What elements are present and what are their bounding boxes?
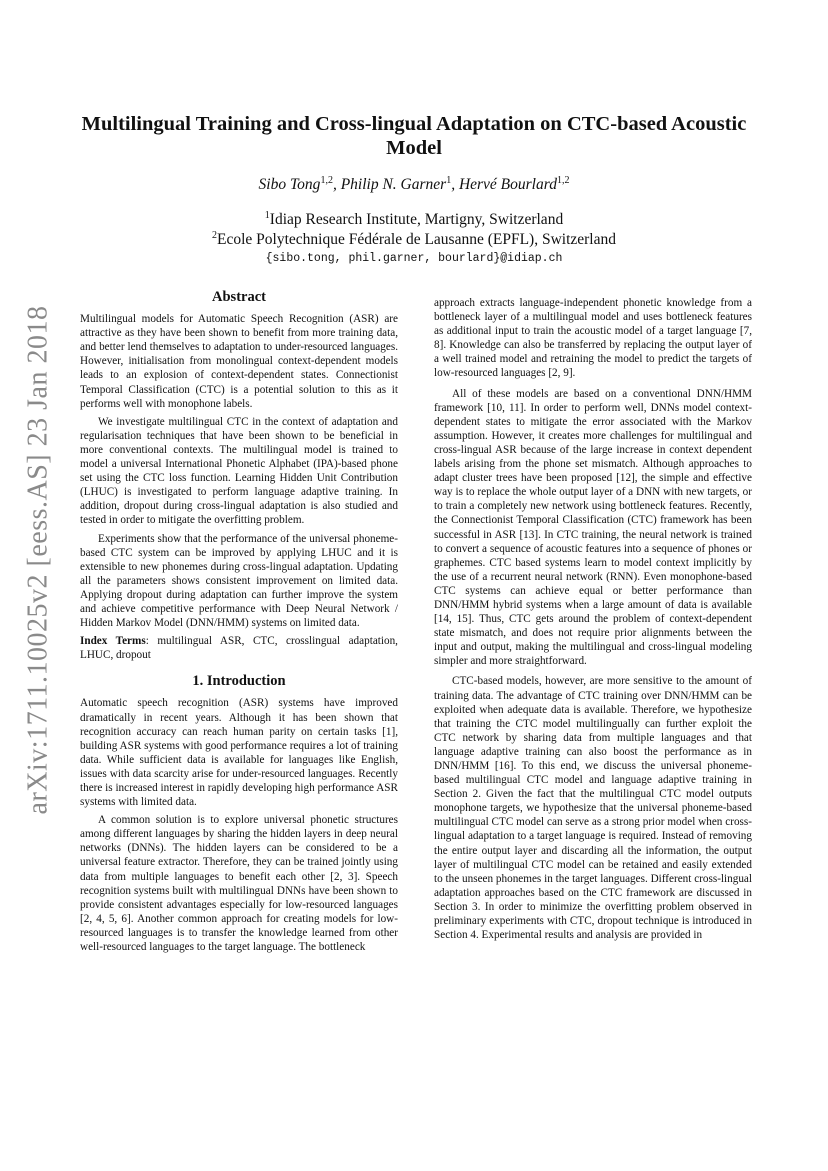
affiliation-mark: 1 [264,210,270,221]
section-heading-introduction: 1. Introduction [192,673,286,690]
body-paragraph: All of these models are based on a conventional DNN/HMM framework [10, 11]. In order to perform well, DNNs model context-dependent states to mitigate the error associated with the Markov assumption. However, it creates more challenges for multilingual and cross-lingual ASR because of the large increase in context dependent labels arising from the phone set mismatch. Although approaches to adapt cluster trees have been proposed [12], the simple and effective way is to replace the whole output layer of a DNN with new targets, or to train a completely new network using bottleneck features. Recently, the Connectionist Temporal Classification (CTC) framework has been successful in ASR [13]. In CTC training, the neural network is trained to convert a sequence of acoustic features into a sequence of phones or graphemes. CTC based systems learn to model context implicitly by the use of a recurrent neural network (RNN). Even monophone-based CTC systems can achieve equal or better performance than DNN/HMM hybrid systems when a large amount of data is available [14, 15]. Thus, CTC gets around the problem of context-dependent state mismatch, and does not require prior alignments between the input and output, making the multilingual and cross-lingual modeling simpler and more straightforward. [434,387,752,668]
author-list: Sibo Tong$^{1,2}$, Philip N. Garner$^1$, Hervé Bourlard$^{1,2}$ [258,175,570,194]
abstract-paragraph: Experiments show that the performance of the universal phoneme-based CTC system can be improved by applying LHUC and it is extensible to new phonemes during cross-lingual adaptation. Updating all the parameters shows consistent improvement on limited data. Applying dropout during adaptation can further improve the system and achieve competitive performance with Deep Neural Network / Hidden Markov Model (DNN/HMM) systems on limited data. [80,532,398,630]
index-terms-text: : multilingual ASR, CTC, crosslingual adaptation, LHUC, dropout [80,635,398,662]
arxiv-identifier-text: arXiv:1711.10025v2 [eess.AS] 23 Jan 2018 [22,305,53,815]
index-terms [80,634,398,662]
right-column [434,296,752,946]
author-name: Hervé Bourlard [458,176,557,194]
affiliation-text: Ecole Polytechnique Fédérale de Lausanne (EPFL), Switzerland [217,231,616,249]
arxiv-identifier-stamp [16,250,60,870]
author-name: Sibo Tong [258,176,321,194]
abstract-heading: Abstract [212,289,266,305]
affiliation [80,210,748,229]
index-terms-label: Index Terms [80,635,146,648]
author-emails: {sibo.tong, phil.garner, bourlard}@idiap.ch [265,252,563,265]
author-name: Philip N. Garner [340,176,447,194]
abstract-paragraph: We investigate multilingual CTC in the context of adaptation and regularisation techniques that have been shown to be beneficial in more conventional contexts. The multilingual model is trained to model a universal International Phonetic Alphabet (IPA)-based phone set using the CTC loss function. Learning Hidden Unit Contribution (LHUC) is investigated to perform language adaptive training. In addition, dropout during cross-lingual adaptation is also studied and tested in order to mitigate the overfitting problem. [80,415,398,527]
affiliation-mark: 2 [212,230,217,241]
affiliation [80,230,748,249]
body-paragraph: CTC-based models, however, are more sensitive to the amount of training data. The advantage of CTC training over DNN/HMM can be exploited when adequate data is available. Therefore, we hypothesize that training the CTC model multilingually can further exploit the CTC network by sharing data from multiple languages and that language adaptive training can also boost the performance as in DNN/HMM [16]. To this end, we discuss the universal phoneme-based multilingual CTC model and language adaptive training in Section 2. Given the fact that the multilingual CTC model outputs monophone targets, we hypothesize that the universal phoneme-based multilingual CTC model can serve as a strong prior model when cross-lingual adaptation to a target language is required. Instead of removing the entire output layer and discarding all the information, the output layer of multilingual CTC model can be retained and easily extended to the unseen phonemes in the target languages. Different cross-lingual adaptation approaches based on the CTC framework are discussed in Section 3. In order to minimize the overfitting problem observed in preliminary experiments with CTC, dropout technique is introduced in Section 4. Experimental results and analysis are provided in [434,675,752,942]
left-column [80,290,398,958]
abstract-paragraph: Multilingual models for Automatic Speech Recognition (ASR) are attractive as they have been shown to benefit from more training data, and better lend themselves to adaptation to under-resourced languages. However, initialisation from monolingual context-dependent models leads to an explosion of context-dependent states. Connectionist Temporal Classification (CTC) is a potential solution to this as it performs well with monophone labels. [80,313,398,410]
author-affiliation-mark: 1 [446,175,452,186]
paper-title: Multilingual Training and Cross-lingual Adaptation on CTC-based Acoustic Model [81,113,747,159]
body-paragraph: approach extracts language-independent phonetic knowledge from a bottleneck layer of a multilingual model and uses bottleneck features as additional input to train the acoustic model of a target language [7, 8]. Knowledge can also be transferred by replacing the output layer of a well trained model and retraining the model to predict the targets of low-resourced languages [2, 9]. [434,297,752,380]
author-affiliation-mark: 1,2 [320,175,333,186]
affiliation-text: Idiap Research Institute, Martigny, Switzerland [269,211,564,229]
intro-paragraph: Automatic speech recognition (ASR) systems have improved dramatically in recent years. Although it has been shown that recognition accuracy can reach human parity on certain tasks [1], building ASR systems with good performance requires a lot of training data. While sufficient data is available for languages like English, issues with data scarcity arise for under-resourced languages. Recently there is increased interest in rapidly developing high performance ASR systems with limited data. [80,697,398,809]
author-affiliation-mark: 1,2 [556,175,570,186]
intro-paragraph: A common solution is to explore universal phonetic structures among different languages by sharing the hidden layers in deep neural networks (DNNs). The hidden layers can be considered to be a universal feature extractor. Therefore, they can be trained jointly using data from multiple languages to benefit each other [2, 3]. Speech recognition systems built with multilingual DNNs have been shown to provide consistent advantages especially for low-resourced languages [2, 4, 5, 6]. Another common approach for creating models for low-resourced languages is to transfer the knowledge learned from other well-resourced languages to the target language. The bottleneck [80,814,398,954]
